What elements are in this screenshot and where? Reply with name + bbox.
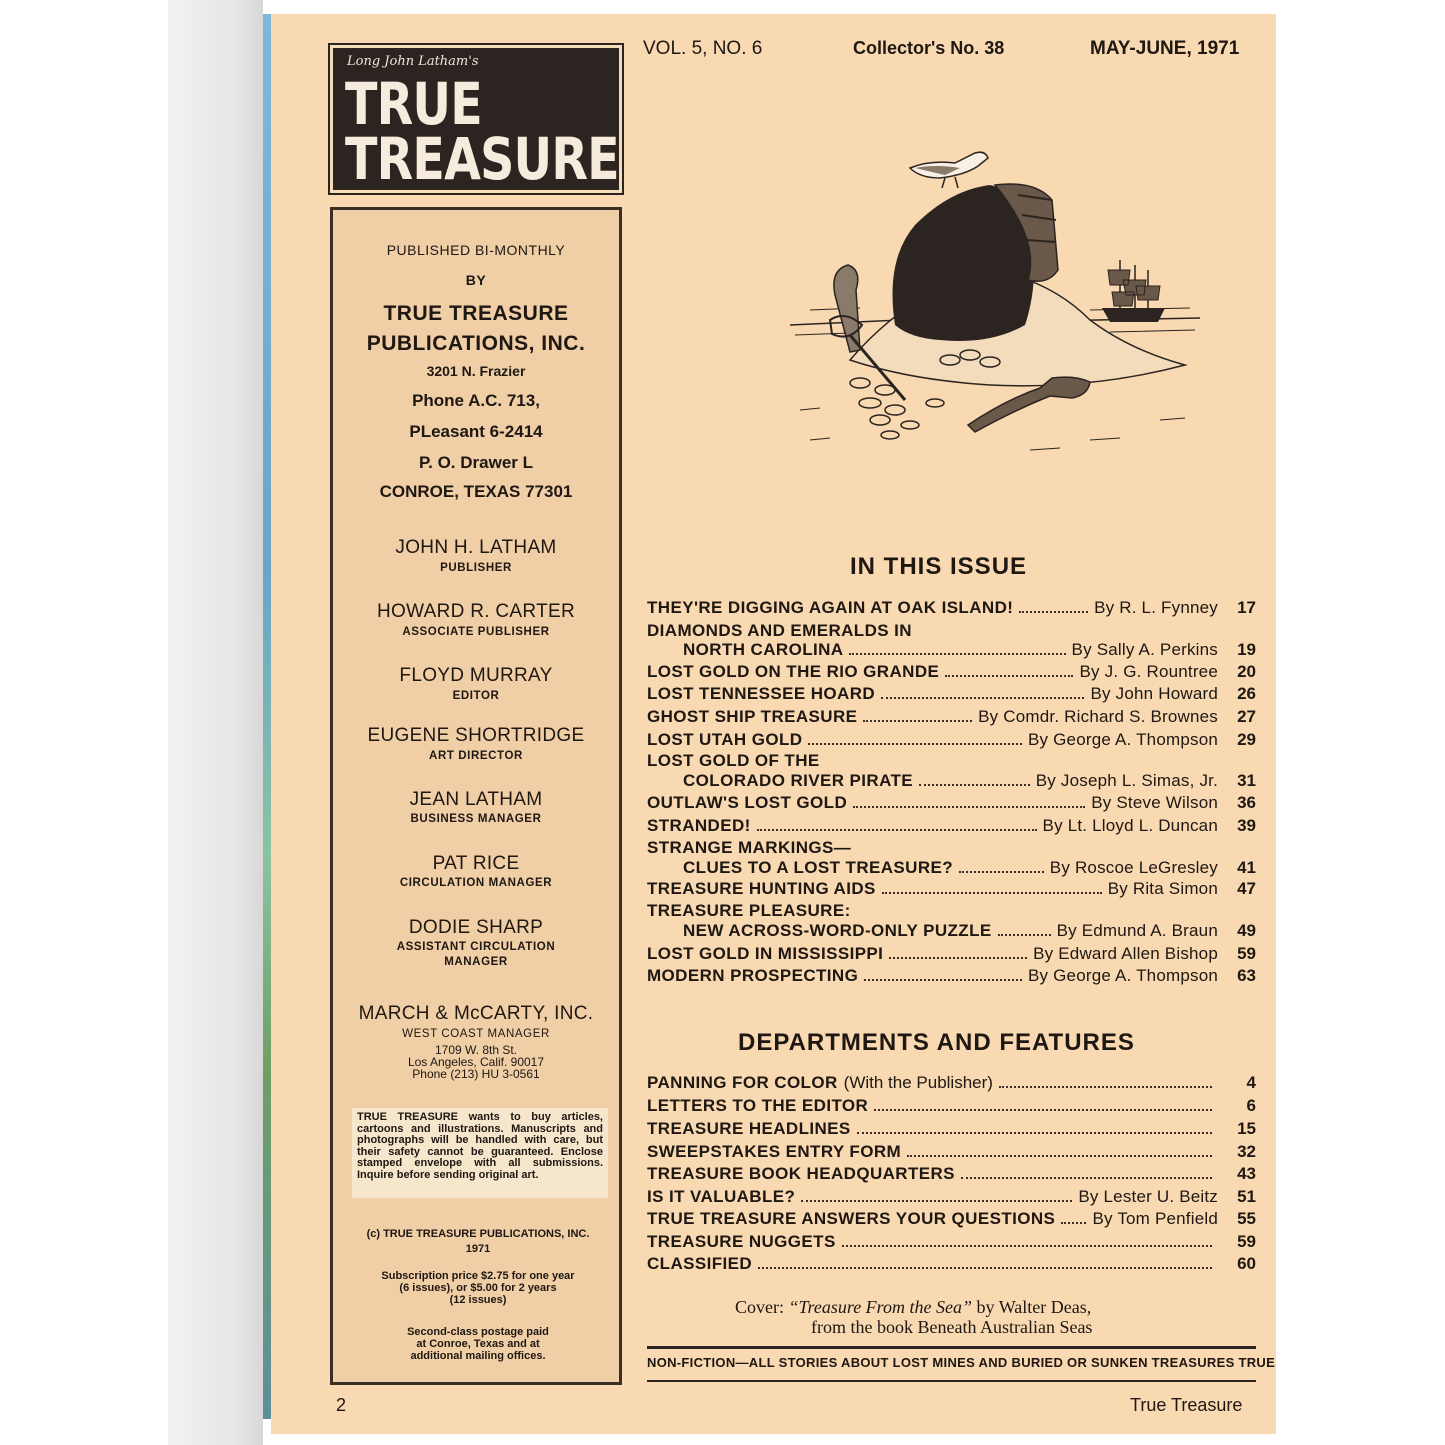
leader-dots xyxy=(998,924,1051,936)
west-coast-phone: Phone (213) HU 3-0561 xyxy=(412,1067,540,1081)
footer-magazine-name: True Treasure xyxy=(1130,1395,1243,1415)
toc-title: LOST GOLD ON THE RIO GRANDE xyxy=(647,662,940,681)
toc-page: 49 xyxy=(1237,921,1256,940)
publisher-company-line1: TRUE TREASURE xyxy=(383,302,569,325)
dept-title: IS IT VALUABLE? xyxy=(647,1187,796,1206)
leader-dots xyxy=(1019,601,1088,613)
toc-author: By George A. Thompson xyxy=(1027,966,1218,985)
staff-title: ASSOCIATE PUBLISHER xyxy=(402,626,550,638)
staff-title: BUSINESS MANAGER xyxy=(410,813,542,825)
dept-title: SWEEPSTAKES ENTRY FORM xyxy=(647,1142,902,1161)
toc-title-pre: DIAMONDS AND EMERALDS IN xyxy=(647,621,912,640)
toc-title: TREASURE HUNTING AIDS xyxy=(647,879,876,898)
dept-title: TREASURE NUGGETS xyxy=(647,1232,836,1251)
divider-rule-bottom xyxy=(647,1380,1256,1382)
issue-collectors-number: Collector's No. 38 xyxy=(853,38,1005,58)
dept-page: 6 xyxy=(1246,1096,1256,1115)
toc-page: 63 xyxy=(1237,966,1256,985)
toc-title-pre: LOST GOLD OF THE xyxy=(647,751,820,770)
dept-author: By Lester U. Beitz xyxy=(1078,1187,1218,1206)
copyright-line1: (c) TRUE TREASURE PUBLICATIONS, INC. xyxy=(366,1228,590,1240)
leader-dots xyxy=(999,1076,1212,1088)
toc-author: By R. L. Fynney xyxy=(1094,598,1218,617)
toc-page: 31 xyxy=(1237,771,1256,790)
page-margin xyxy=(0,0,168,1445)
dept-note: (With the Publisher) xyxy=(843,1073,993,1092)
staff-name: FLOYD MURRAY xyxy=(399,665,553,686)
toc-title: THEY'RE DIGGING AGAIN AT OAK ISLAND! xyxy=(647,598,1014,617)
dept-entry[interactable] xyxy=(647,1073,1256,1095)
toc-entry[interactable] xyxy=(647,640,1256,662)
leader-dots xyxy=(849,643,1065,655)
staff-name: EUGENE SHORTRIDGE xyxy=(367,725,585,746)
staff-title: ART DIRECTOR xyxy=(429,750,523,762)
issue-date: MAY-JUNE, 1971 xyxy=(1090,38,1240,59)
toc-page: 26 xyxy=(1237,684,1256,703)
staff-name: JOHN H. LATHAM xyxy=(395,537,557,558)
toc-author: By Lt. Lloyd L. Duncan xyxy=(1042,816,1218,835)
dept-page: 43 xyxy=(1237,1164,1256,1183)
in-this-issue-heading: IN THIS ISSUE xyxy=(850,553,1028,580)
toc-entry[interactable] xyxy=(647,793,1256,815)
toc-title-pre: STRANGE MARKINGS— xyxy=(647,838,852,857)
toc-page: 17 xyxy=(1237,598,1256,617)
toc-title: LOST GOLD IN MISSISSIPPI xyxy=(647,944,884,963)
toc-title: NORTH CAROLINA xyxy=(683,640,844,659)
toc-entry[interactable] xyxy=(647,879,1256,901)
toc-page: 36 xyxy=(1237,793,1256,812)
cover-credit xyxy=(735,1297,1215,1318)
submissions-notice: TRUE TREASURE wants to buy articles, cartoons and illustrations. Manuscripts and photographs will be handled with care, but their safety cannot be guaranteed. Enclose stamped envelope with all submissions. Inquire before sending original art. xyxy=(352,1108,608,1198)
leader-dots xyxy=(757,819,1037,831)
dept-entry[interactable] xyxy=(647,1164,1256,1186)
staff-name: PAT RICE xyxy=(432,853,520,874)
dept-entry[interactable] xyxy=(647,1254,1256,1276)
west-coast-address2: Los Angeles, Calif. 90017 xyxy=(407,1055,545,1069)
toc-title: MODERN PROSPECTING xyxy=(647,966,859,985)
toc-entry[interactable] xyxy=(647,707,1256,729)
masthead-title-line1: TRUE xyxy=(345,70,482,138)
dept-title: TREASURE BOOK HEADQUARTERS xyxy=(647,1164,955,1183)
toc-entry[interactable] xyxy=(647,684,1256,706)
toc-entry[interactable] xyxy=(647,730,1256,752)
leader-dots xyxy=(874,1099,1212,1111)
tagline: NON-FICTION—ALL STORIES ABOUT LOST MINES AND BURIED OR SUNKEN TREASURES TRUE xyxy=(647,1355,1276,1370)
toc-author: By John Howard xyxy=(1090,684,1218,703)
toc-title: GHOST SHIP TREASURE xyxy=(647,707,858,726)
cover-artist: by Walter Deas, xyxy=(976,1297,1092,1317)
copyright-year: 1971 xyxy=(465,1243,491,1255)
published-frequency: PUBLISHED BI-MONTHLY xyxy=(386,242,566,258)
leader-dots xyxy=(801,1190,1072,1202)
dept-author: By Tom Penfield xyxy=(1092,1209,1218,1228)
scan-shadow xyxy=(168,0,263,1445)
toc-entry[interactable] xyxy=(647,858,1256,880)
dept-title: TREASURE HEADLINES xyxy=(647,1119,851,1138)
leader-dots xyxy=(882,882,1102,894)
toc-page: 29 xyxy=(1237,730,1256,749)
leader-dots xyxy=(1061,1212,1086,1224)
toc-author: By Edmund A. Braun xyxy=(1056,921,1218,940)
subscription-line3: (12 issues) xyxy=(449,1294,507,1306)
dept-entry[interactable] xyxy=(647,1096,1256,1118)
toc-entry[interactable] xyxy=(647,816,1256,838)
leader-dots xyxy=(889,947,1027,959)
leader-dots xyxy=(881,687,1084,699)
toc-author: By Edward Allen Bishop xyxy=(1033,944,1218,963)
cover-work-title: “Treasure From the Sea” xyxy=(788,1297,973,1317)
dept-entry[interactable] xyxy=(647,1232,1256,1254)
leader-dots xyxy=(857,1122,1212,1134)
toc-title: NEW ACROSS-WORD-ONLY PUZZLE xyxy=(683,921,992,940)
treasure-island-illustration xyxy=(790,120,1200,465)
toc-author: By Rita Simon xyxy=(1107,879,1218,898)
leader-dots xyxy=(863,710,972,722)
leader-dots xyxy=(907,1145,1212,1157)
toc-entry[interactable] xyxy=(647,921,1256,943)
toc-entry[interactable] xyxy=(647,944,1256,966)
toc-page: 59 xyxy=(1237,944,1256,963)
toc-title: LOST TENNESSEE HOARD xyxy=(647,684,876,703)
postage-line3: additional mailing offices. xyxy=(410,1350,546,1362)
masthead-kicker: Long John Latham's xyxy=(347,54,479,69)
toc-author: By Comdr. Richard S. Brownes xyxy=(978,707,1218,726)
toc-page: 20 xyxy=(1237,662,1256,681)
toc-entry[interactable] xyxy=(647,598,1256,620)
leader-dots xyxy=(945,665,1073,677)
publisher-phone-line1: Phone A.C. 713, xyxy=(412,391,540,410)
dept-entry[interactable] xyxy=(647,1119,1256,1141)
masthead xyxy=(330,45,622,193)
publisher-po-box: P. O. Drawer L xyxy=(418,453,533,472)
leader-dots xyxy=(864,969,1022,981)
dept-entry[interactable] xyxy=(647,1187,1256,1209)
dept-page: 60 xyxy=(1237,1254,1256,1273)
toc-entry[interactable] xyxy=(647,966,1256,988)
leader-dots xyxy=(808,733,1022,745)
staff-title: PUBLISHER xyxy=(440,562,512,574)
toc-entry[interactable] xyxy=(647,662,1256,684)
issue-volume: VOL. 5, NO. 6 xyxy=(643,38,763,59)
toc-page: 19 xyxy=(1237,640,1256,659)
dept-page: 32 xyxy=(1237,1142,1256,1161)
toc-author: By Sally A. Perkins xyxy=(1071,640,1218,659)
dept-page: 59 xyxy=(1237,1232,1256,1251)
staff-box xyxy=(330,207,622,1385)
dept-entry[interactable] xyxy=(647,1209,1256,1231)
departments-heading: DEPARTMENTS AND FEATURES xyxy=(738,1029,1135,1056)
toc-author: By Steve Wilson xyxy=(1091,793,1218,812)
cover-label: Cover: xyxy=(735,1297,784,1317)
dept-page: 51 xyxy=(1237,1187,1256,1206)
staff-title: ASSISTANT CIRCULATION xyxy=(396,941,556,953)
dept-page: 4 xyxy=(1246,1073,1256,1092)
toc-title: STRANDED! xyxy=(647,816,751,835)
dept-entry[interactable] xyxy=(647,1142,1256,1164)
leader-dots xyxy=(961,1167,1212,1179)
toc-page: 41 xyxy=(1237,858,1256,877)
toc-page: 39 xyxy=(1237,816,1256,835)
dept-title: TRUE TREASURE ANSWERS YOUR QUESTIONS xyxy=(647,1209,1056,1228)
staff-title: EDITOR xyxy=(452,690,500,702)
postage-line1: Second-class postage paid xyxy=(407,1326,549,1338)
cover-source: from the book Beneath Australian Seas xyxy=(811,1317,1093,1337)
toc-page: 27 xyxy=(1237,707,1256,726)
toc-author: By George A. Thompson xyxy=(1027,730,1218,749)
dept-page: 55 xyxy=(1237,1209,1256,1228)
leader-dots xyxy=(959,861,1044,873)
publisher-address: 3201 N. Frazier xyxy=(426,363,526,379)
staff-title: CIRCULATION MANAGER xyxy=(399,877,553,889)
dept-page: 15 xyxy=(1237,1119,1256,1138)
staff-name: DODIE SHARP xyxy=(408,917,544,938)
postage-line2: at Conroe, Texas and at xyxy=(416,1338,540,1350)
dept-title: PANNING FOR COLOR xyxy=(647,1073,838,1092)
toc-author: By J. G. Rountree xyxy=(1079,662,1218,681)
west-coast-address1: 1709 W. 8th St. xyxy=(434,1043,518,1057)
subscription-line1: Subscription price $2.75 for one year xyxy=(381,1270,575,1282)
publisher-city: CONROE, TEXAS 77301 xyxy=(379,482,573,501)
masthead-title-line2: TREASURE xyxy=(345,125,619,193)
toc-title: COLORADO RIVER PIRATE xyxy=(683,771,914,790)
publisher-phone-line2: PLeasant 6-2414 xyxy=(409,422,543,441)
leader-dots xyxy=(758,1257,1212,1269)
toc-title: OUTLAW'S LOST GOLD xyxy=(647,793,848,812)
toc-title-pre: TREASURE PLEASURE: xyxy=(647,901,851,920)
leader-dots xyxy=(919,774,1030,786)
toc-title: LOST UTAH GOLD xyxy=(647,730,803,749)
published-by: BY xyxy=(465,272,487,288)
west-coast-title: WEST COAST MANAGER xyxy=(402,1028,550,1040)
staff-name: JEAN LATHAM xyxy=(409,789,543,810)
staff-name: HOWARD R. CARTER xyxy=(377,601,575,622)
west-coast-company: MARCH & McCARTY, INC. xyxy=(358,1003,594,1024)
staff-title-cont: MANAGER xyxy=(444,956,508,968)
publisher-company-line2: PUBLICATIONS, INC. xyxy=(366,332,586,355)
divider-rule-top xyxy=(647,1346,1256,1349)
dept-title: LETTERS TO THE EDITOR xyxy=(647,1096,869,1115)
toc-entry[interactable] xyxy=(647,771,1256,793)
toc-author: By Roscoe LeGresley xyxy=(1049,858,1218,877)
toc-author: By Joseph L. Simas, Jr. xyxy=(1035,771,1218,790)
leader-dots xyxy=(853,796,1085,808)
leader-dots xyxy=(842,1235,1212,1247)
subscription-line2: (6 issues), or $5.00 for 2 years xyxy=(399,1282,557,1294)
page-number: 2 xyxy=(336,1395,347,1415)
toc-page: 47 xyxy=(1237,879,1256,898)
toc-title: CLUES TO A LOST TREASURE? xyxy=(683,858,954,877)
dept-title: CLASSIFIED xyxy=(647,1254,753,1273)
